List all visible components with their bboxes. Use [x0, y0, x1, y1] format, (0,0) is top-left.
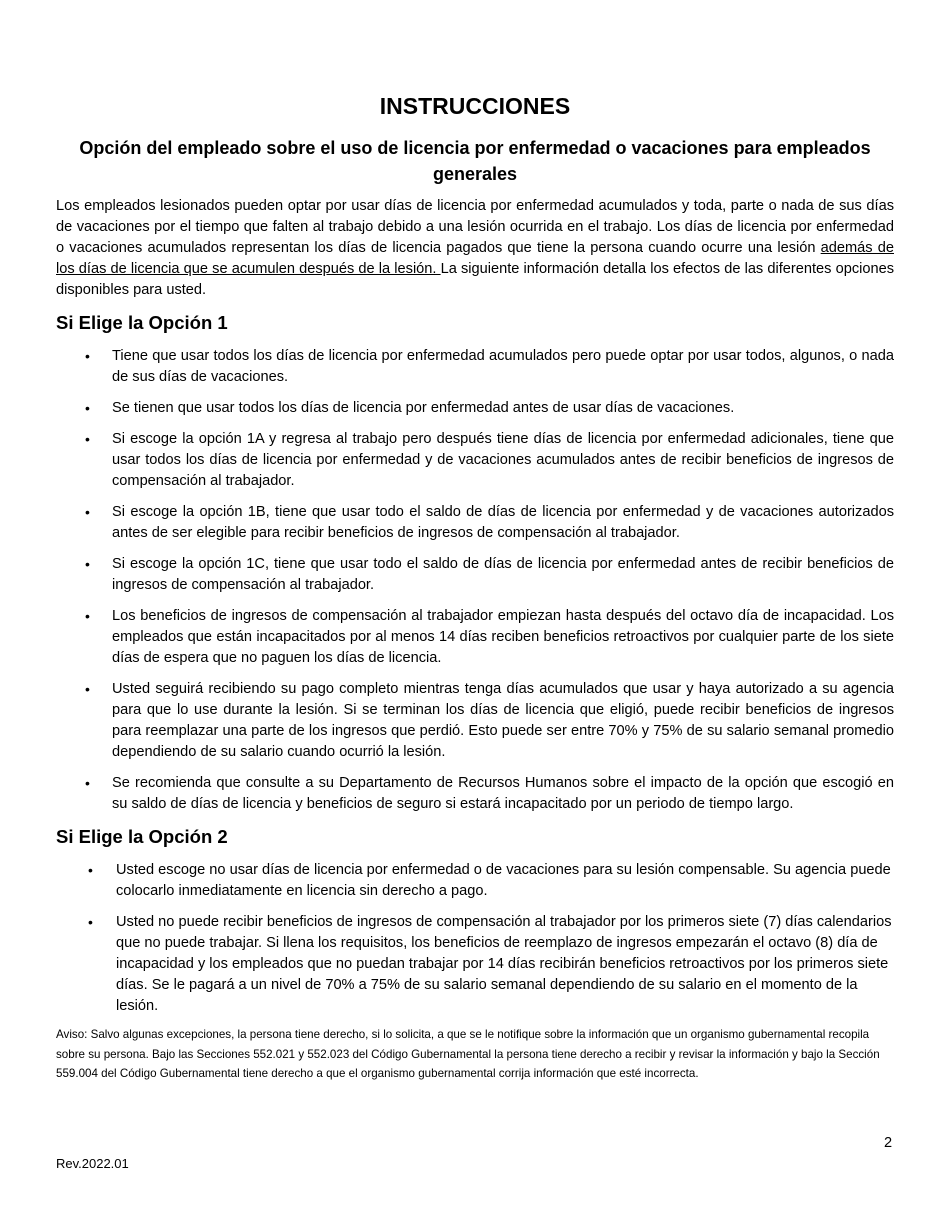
list-item	[0, 912, 950, 1017]
option-2-list	[0, 860, 950, 1027]
list-item-text: Si escoge la opción 1A y regresa al trabajo pero después tiene días de licencia por enfermedad adicionales, tiene que usar todos los días de licencia por enfermedad y de vacaciones acumulados antes de recibir beneficios de ingresos de compensación al trabajador.	[112, 431, 894, 489]
bullet-icon: •	[85, 348, 90, 364]
list-item	[0, 773, 950, 815]
page-number: 2	[884, 1135, 893, 1151]
bullet-icon: •	[85, 608, 90, 624]
option-1-heading: Si Elige la Opción 1	[56, 312, 228, 333]
page-title: INSTRUCCIONES	[379, 93, 571, 119]
list-item-text: Si escoge la opción 1C, tiene que usar todo el saldo de días de licencia por enfermedad antes de recibir beneficios de ingresos de compensación al trabajador.	[112, 556, 894, 593]
list-item-text: Se tienen que usar todos los días de licencia por enfermedad antes de usar días de vacaciones.	[112, 400, 735, 416]
list-item	[0, 398, 950, 419]
list-item-text: Si escoge la opción 1B, tiene que usar todo el saldo de días de licencia por enfermedad y de vacaciones autorizados antes de ser elegible para recibir beneficios de ingresos de compensación al trabajador.	[112, 504, 894, 541]
bullet-icon: •	[85, 431, 90, 447]
list-item-text: Los beneficios de ingresos de compensación al trabajador empiezan hasta después del octavo día de incapacidad. Los empleados que están incapacitados por al menos 14 días reciben beneficios retroactivos por cualquier parte de los siete días de espera que no paguen los días de licencia.	[112, 608, 894, 666]
list-item	[0, 606, 950, 669]
list-item-text: Usted seguirá recibiendo su pago completo mientras tenga días acumulados que usar y haya autorizado a su agencia para que lo use durante la lesión. Si se terminan los días de licencia que eligió, puede recibir beneficios de ingresos para reemplazar una parte de los ingresos que perdió. Esto puede ser entre 70% y 75% de su salario semanal promedio dependiendo de su salario cuando ocurrió la lesión.	[112, 681, 894, 760]
intro-text-before: Los empleados lesionados pueden optar por usar días de licencia por enfermedad acumulados y toda, parte o nada de sus días de vacaciones por el tiempo que falten al trabajo debido a una lesión ocurrida en el trabajo. Los días de licencia por enfermedad o vacaciones acumulados representan los días de licencia pagados que tiene la persona cuando ocurre una lesión	[56, 198, 894, 256]
bullet-icon: •	[85, 775, 90, 791]
list-item-text: Usted escoge no usar días de licencia por enfermedad o de vacaciones para su lesión compensable. Su agencia puede colocarlo inmediatamente en licencia sin derecho a pago.	[116, 862, 891, 899]
intro-underlined-text: además de los días de licencia que se acumulen después de la lesión.	[56, 240, 894, 277]
list-item	[0, 554, 950, 596]
intro-text-after: La siguiente información detalla los efectos de las diferentes opciones disponibles para usted.	[56, 261, 895, 298]
bullet-icon: •	[88, 914, 93, 930]
option-2-heading: Si Elige la Opción 2	[56, 826, 228, 847]
bullet-icon: •	[85, 681, 90, 697]
list-item	[0, 346, 950, 388]
bullet-icon: •	[85, 504, 90, 520]
list-item-text: Se recomienda que consulte a su Departamento de Recursos Humanos sobre el impacto de la opción que escogió en su saldo de días de licencia y beneficios de seguro si estará incapacitado por un periodo de tiempo largo.	[112, 775, 894, 812]
list-item	[0, 502, 950, 544]
privacy-notice: Aviso: Salvo algunas excepciones, la persona tiene derecho, si lo solicita, a que se le notifique sobre la información que un organismo gubernamental recopila sobre su persona. Bajo las Secciones 552.021 y 552.023 del Código Gubernamental la persona tiene derecho a recibir y revisar la información y bajo la Sección 559.004 del Código Gubernamental tiene derecho a que el organismo gubernamental corrija información que esté incorrecta.	[56, 1028, 880, 1080]
list-item	[0, 429, 950, 492]
bullet-icon: •	[85, 400, 90, 416]
revision-label: Rev.2022.01	[56, 1156, 129, 1171]
list-item	[0, 860, 950, 902]
bullet-icon: •	[88, 862, 93, 878]
page-subtitle: Opción del empleado sobre el uso de licencia por enfermedad o vacaciones para empleados generales	[79, 138, 871, 184]
list-item-text: Tiene que usar todos los días de licencia por enfermedad acumulados pero puede optar por usar todos, algunos, o nada de sus días de vacaciones.	[112, 348, 894, 385]
bullet-icon: •	[85, 556, 90, 572]
list-item-text: Usted no puede recibir beneficios de ingresos de compensación al trabajador por los primeros siete (7) días calendarios que no puede trabajar. Si llena los requisitos, los beneficios de reemplazo de ingresos empezarán el octavo (8) día de incapacidad y los empleados que no puedan trabajar por 14 días recibirán beneficios retroactivos por los primeros siete días. Se le pagará a un nivel de 70% a 75% de su salario semanal dependiendo de su salario en el momento de la lesión.	[116, 914, 892, 1014]
intro-paragraph	[56, 196, 894, 301]
option-1-list	[0, 346, 950, 825]
list-item	[0, 679, 950, 763]
